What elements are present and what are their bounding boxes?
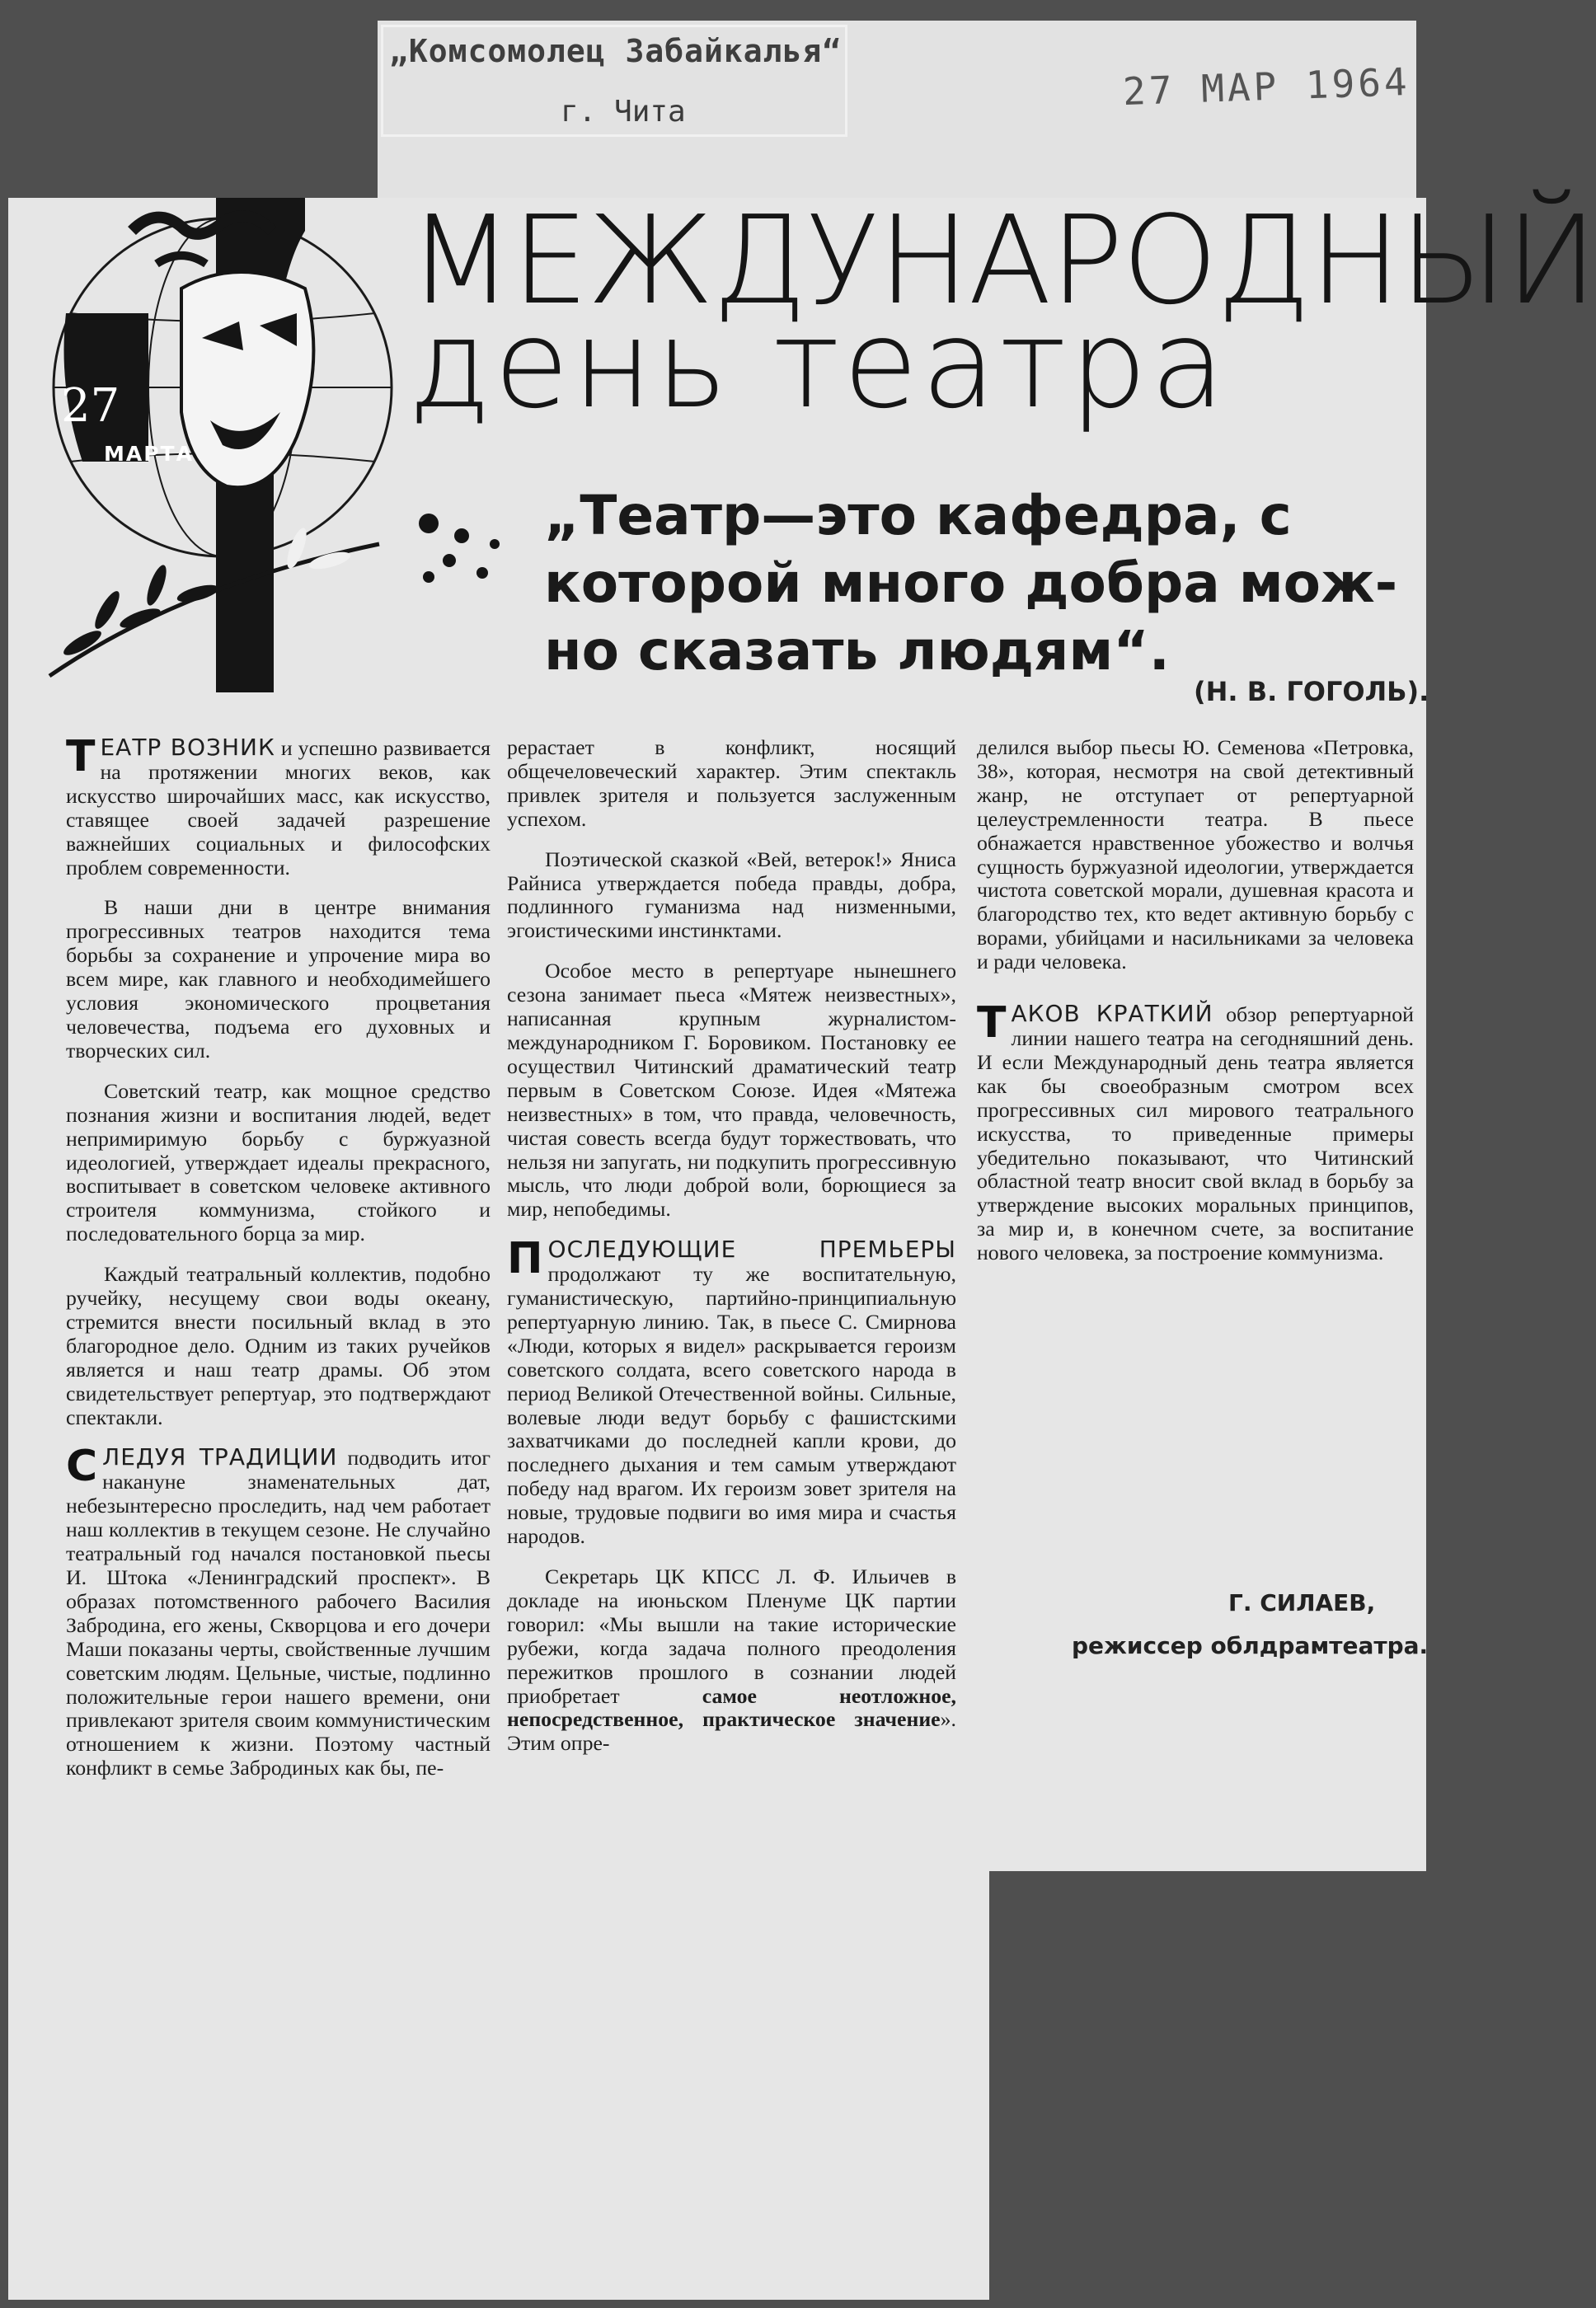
emblem-day: 27 [61,379,120,433]
paragraph: Советский театр, как мощное средство познания жизни и воспитания людей, ведет непримиримую борьбу с буржуазной идеологией, утверждает идеалы прекрасного, воспитывает в советском человеке активного строителя коммунизма, стойкого и последовательного борца за мир. [66,1078,491,1246]
article-column-2 [507,736,956,1772]
paragraph: Особое место в репертуаре нынешнего сезона занимает пьеса «Мятеж неизвестных», написанная крупным журналистом-международником Г. Боровиком. Постановку ее осуществил Читинский драматический театр первым в Советском Союзе. Идея «Мятежа неизвестных» в том, что правда, человечность, чистая совесть всегда будут торжествовать, что нельзя ни запугать, ни подкупить прогрессивную мысль, что люди доброй воли, борющиеся за мир, непобедимы. [507,959,956,1222]
drop-cap: С [66,1442,98,1492]
city-stamp: г. Чита [561,95,686,129]
paragraph: рерастает в конфликт, носящий общечеловеческий характер. Этим спектакль привлек зрителя и пользуется заслуженным успехом. [507,735,956,831]
lead-caps: ОСЛЕДУЮЩИЕ ПРЕМЬЕРЫ [547,1236,956,1264]
author-signature: Г. СИЛАЕВ, [1228,1589,1376,1616]
paragraph-text: ». Этим опре- [507,1707,956,1756]
clipping-left-tail [8,1813,989,2300]
drop-cap: Т [977,998,1007,1048]
emblem-month: МАРТА [104,442,194,466]
paragraph: Каждый театральный коллектив, подобно ручейку, несущему свои воды океану, стремится внести посильный вклад в это благородное дело. Одним из таких ручейков является и наш театр драмы. Об этом свидетельствует репертуар, это подтверждают спектакли. [66,1262,491,1429]
paragraph [507,1565,956,1756]
paragraph-text: обзор репертуарной линии нашего театра на сегодняшний день. И если Международный день театра является как бы своеобразным смотром всех прогрессивных сил мирового театрального искусства, то приведенные примеры убедительно показывают, что Читинский областной театр вносит свой вклад в борьбу за утверждение высоких моральных принципов, за мир и, в конечном счете, за воспитание нового человека, за построение коммунизма. [977,1002,1414,1265]
paragraph-text: продолжают ту же воспитательную, гуманистическую, партийно-принципиальную репертуарную линию. Так, в пьесе С. Смирнова «Люди, которых я видел» раскрывается героизм советского солдата, всего советского народа в период Великой Отечественной войны. Сильные, волевые люди ведут борьбу с фашистскими захватчиками до последней капли крови, до последнего дыхания и тем самым утверждают победу над врагом. Их героизм зовет зрителя на новые, трудовые подвиги во имя мира и счастья народов. [507,1262,956,1549]
lead-caps: ЕАТР ВОЗНИК [100,734,275,761]
paragraph [66,732,491,880]
emphasis-text: самое неотложное, непосредственное, практическое значение [507,1683,956,1732]
paragraph-text: и успешно развивается на протяжении многих веков, как искусство широчайших масс, как искусство, ставящее своей задачей разрешение важнейших социальных и философских проблем современности. [66,736,491,880]
paragraph-text: подводить итог накануне знаменательных дат, небезынтересно проследить, над чем работает наш коллектив в текущем сезоне. Не случайно театральный год начался постановкой пьесы И. Штока «Ленинградский проспект». В образах потомственного рабочего Василия Забродина, его жены, Скворцова и его дочери Маши показаны черты, свойственные лучшим советским людям. Цельные, чистые, подлинно положительные герои нашего времени, они привлекают зрителя своим коммунистическим отношением к жизни. Поэтому частный конфликт в семье Забродиных как бы, пе- [66,1446,491,1780]
drop-cap: Т [66,732,96,781]
quote-author: (Н. В. ГОГОЛЬ). [1194,676,1429,707]
lead-caps: АКОВ КРАТКИЙ [1011,1000,1213,1028]
paragraph: делился выбор пьесы Ю. Семенова «Петровка, 38», которая, несмотря на свой детективный жанр, не отступает от репертуарной целеустремленности театра. В пьесе обнажается нравственное убожество и волчья сущность буржуазной идеологии, утверждается чистота советской морали, душевная красота и благородство тех, кто ведет активную борьбу с ворами, убийцами и насильниками за человека и ради человека. [977,735,1414,974]
paragraph: Поэтической сказкой «Вей, ветерок!» Яниса Райниса утверждается победа правды, добра, подлинного гуманизма над низменными, эгоистическими инстинктами. [507,847,956,943]
headline-line-2: день театра [408,293,1229,435]
quote-line-3: но сказать людям“. [544,619,1170,683]
headline-line-1: МЕЖДУНАРОДНЫЙ [408,190,1596,331]
article-column-3 [977,736,1414,1282]
paragraph [977,998,1414,1265]
paragraph-text: Секретарь ЦК КПСС Л. Ф. Ильичев в докладе на июньском Пленуме ЦК партии говорил: «Мы вышли на такие исторические рубежи, когда задача полного преодоления пережитков прошлого в сознании людей приобретает [507,1564,956,1708]
paragraph: В наши дни в центре внимания прогрессивных театров находится тема борьбы за сохранение и упрочение мира во всем мире, как главного и необходимейшего условия экономического процветания человечества, подъема его духовных и творческих сил. [66,895,491,1063]
epigraph-quote [544,482,1418,685]
article-column-1 [66,732,491,1797]
paragraph [66,1442,491,1780]
author-role: режиссер облдрамтеатра. [1072,1632,1429,1659]
drop-cap: П [507,1234,543,1284]
newspaper-stamp: „Комсомолец Забайкалья“ [389,33,843,69]
quote-line-2: которой много добра мож- [544,551,1398,615]
quote-line-1: „Театр—это кафедра, с [544,484,1292,547]
date-stamp: 27 МАР 1964 [1122,59,1411,115]
lead-caps: ЛЕДУЯ ТРАДИЦИИ [102,1443,338,1471]
paragraph [507,1234,956,1549]
